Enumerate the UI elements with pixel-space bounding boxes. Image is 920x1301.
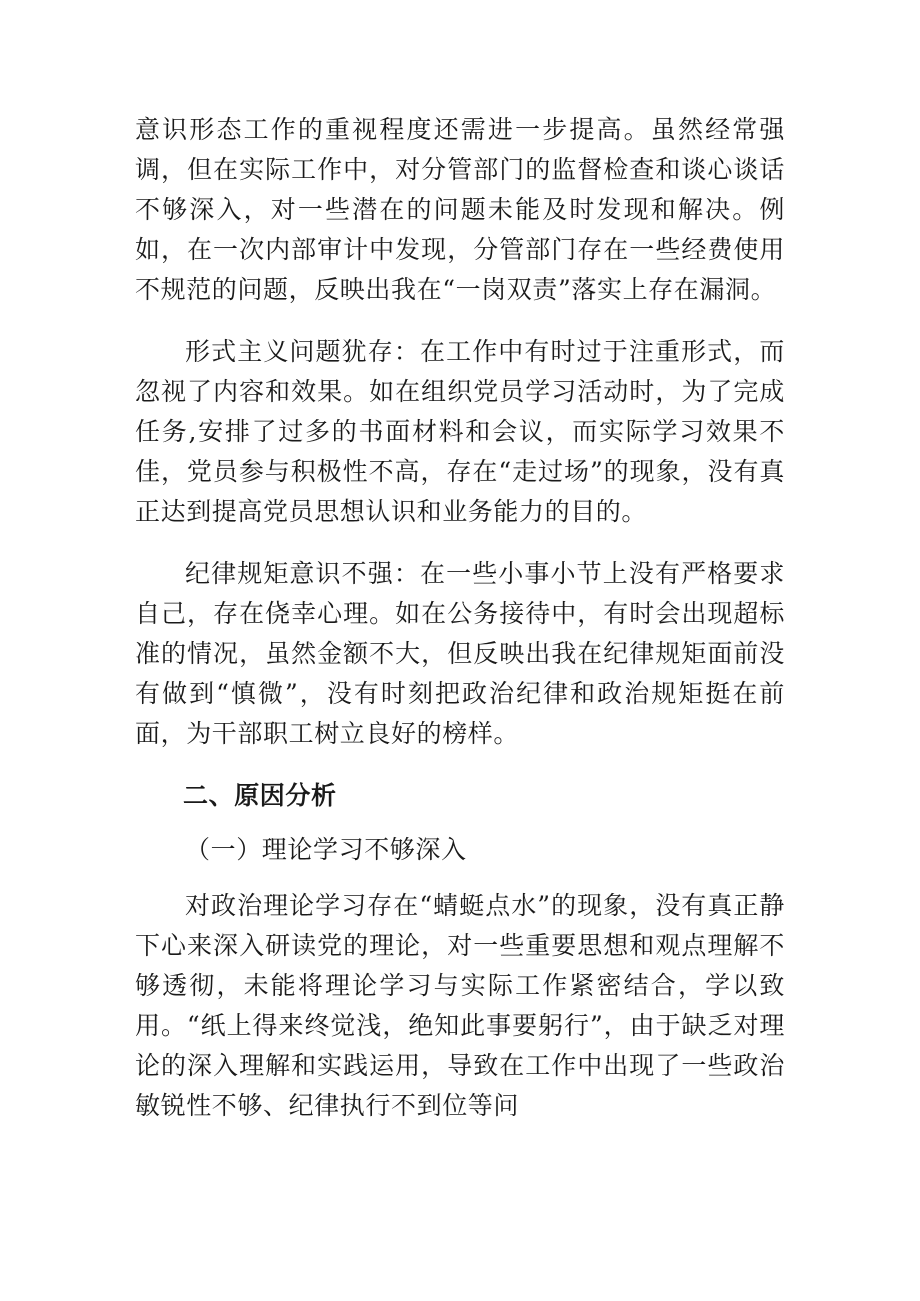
paragraph-formalism: 形式主义问题犹存：在工作中有时过于注重形式，而忽视了内容和效果。如在组织党员学习活动时，为了完成任务,安排了过多的书面材料和会议，而实际学习效果不佳，党员参与积极性不高，存在“走过场”的现象，没有真正达到提高党员思想认识和业务能力的目的。 xyxy=(135,337,785,526)
section-heading: 二、原因分析 xyxy=(183,781,337,810)
paragraph-ideology-work: 意识形态工作的重视程度还需进一步提高。虽然经常强调，但在实际工作中，对分管部门的监督检查和谈心谈话不够深入，对一些潜在的问题未能及时发现和解决。例如，在一次内部审计中发现，分管部门存在一些经费使用不规范的问题，反映出我在“一岗双责”落实上存在漏洞。 xyxy=(135,115,785,304)
subsection-heading: （一）理论学习不够深入 xyxy=(185,835,467,864)
paragraph-theory-study: 对政治理论学习存在“蜻蜓点水”的现象，没有真正静下心来深入研读党的理论，对一些重要思想和观点理解不够透彻，未能将理论学习与实际工作紧密结合，学以致用。“纸上得来终觉浅，绝知此事要躬行”，由于缺乏对理论的深入理解和实践运用，导致在工作中出现了一些政治敏锐性不够、纪律执行不到位等问 xyxy=(135,891,785,1120)
document-body xyxy=(135,110,785,1148)
paragraph-discipline: 纪律规矩意识不强：在一些小事小节上没有严格要求自己，存在侥幸心理。如在公务接待中，有时会出现超标准的情况，虽然金额不大，但反映出我在纪律规矩面前没有做到“慎微”，没有时刻把政治纪律和政治规矩挺在前面，为干部职工树立良好的榜样。 xyxy=(135,559,785,748)
